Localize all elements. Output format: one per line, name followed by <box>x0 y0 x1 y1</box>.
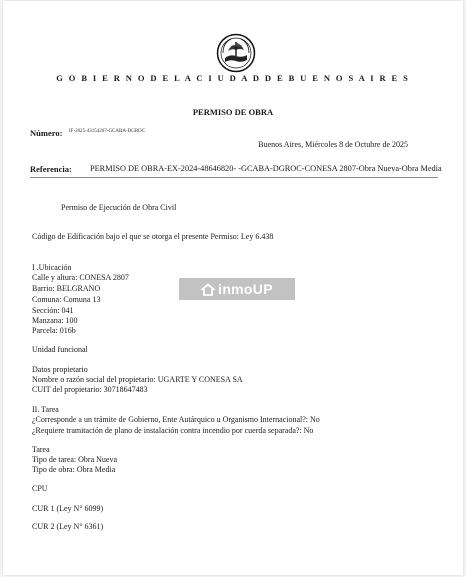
cur1-label: CUR 1 (Ley N° 6099) <box>32 504 104 513</box>
city-seal-icon <box>216 33 256 73</box>
pregunta-incendio: ¿Requiere tramitación de plano de instalación contra incendio por cuerda separada?: No <box>32 426 314 435</box>
tarea-section-heading: II. Tarea <box>32 405 59 414</box>
calle-altura: Calle y altura: CONESA 2807 <box>32 273 129 282</box>
referencia-label: Referencia: <box>30 164 72 174</box>
propietario-heading: Datos propietario <box>32 365 88 374</box>
propietario-nombre: Nombre o razón social del propietario: UGARTE Y CONESA SA <box>32 375 243 384</box>
seccion: Sección: 041 <box>32 306 74 315</box>
ubicacion-heading: I .Ubicación <box>32 263 72 272</box>
house-icon <box>201 283 215 296</box>
government-header: G O B I E R N O D E L A C I U D A D D E B U E N O S A I R E S <box>56 73 410 83</box>
unidad-funcional: Unidad funcional <box>32 345 88 354</box>
referencia-value: PERMISO DE OBRA-EX-2024-48646820- -GCABA-DGROC-CONESA 2807-Obra Nueva-Obra Media <box>90 164 442 173</box>
document-title: PERMISO DE OBRA <box>192 107 274 117</box>
tarea-heading: Tarea <box>32 445 50 454</box>
numero-value: IF-2025-43154267-GCABA-DGROC <box>69 129 146 134</box>
cpu-label: CPU <box>32 484 48 493</box>
document-page <box>3 1 463 575</box>
codigo-edificacion: Código de Edificación bajo el que se otorga el presente Permiso: Ley 6.438 <box>32 232 274 241</box>
parcela: Parcela: 016b <box>32 326 76 335</box>
propietario-cuit: CUIT del propietario: 30718647483 <box>32 385 148 394</box>
tipo-tarea: Tipo de tarea: Obra Nueva <box>32 455 118 464</box>
barrio: Barrio: BELGRANO <box>32 284 101 293</box>
manzana: Manzana: 100 <box>32 316 78 325</box>
comuna: Comuna: Comuna 13 <box>32 295 101 304</box>
permiso-tipo: Permiso de Ejecución de Obra Civil <box>61 203 177 212</box>
watermark-logo <box>179 278 295 300</box>
pregunta-gobierno: ¿Corresponde a un trámite de Gobierno, Ente Autárquico u Organismo Internacional?: No <box>32 415 320 424</box>
referencia-divider <box>30 177 438 178</box>
numero-label: Número: <box>30 128 63 138</box>
document-date: Buenos Aires, Miércoles 8 de Octubre de 2025 <box>258 140 408 149</box>
tipo-obra: Tipo de obra: Obra Media <box>32 465 116 474</box>
watermark-text: inmoUP <box>218 281 273 297</box>
cur2-label: CUR 2 (Ley N° 6361) <box>32 522 104 531</box>
